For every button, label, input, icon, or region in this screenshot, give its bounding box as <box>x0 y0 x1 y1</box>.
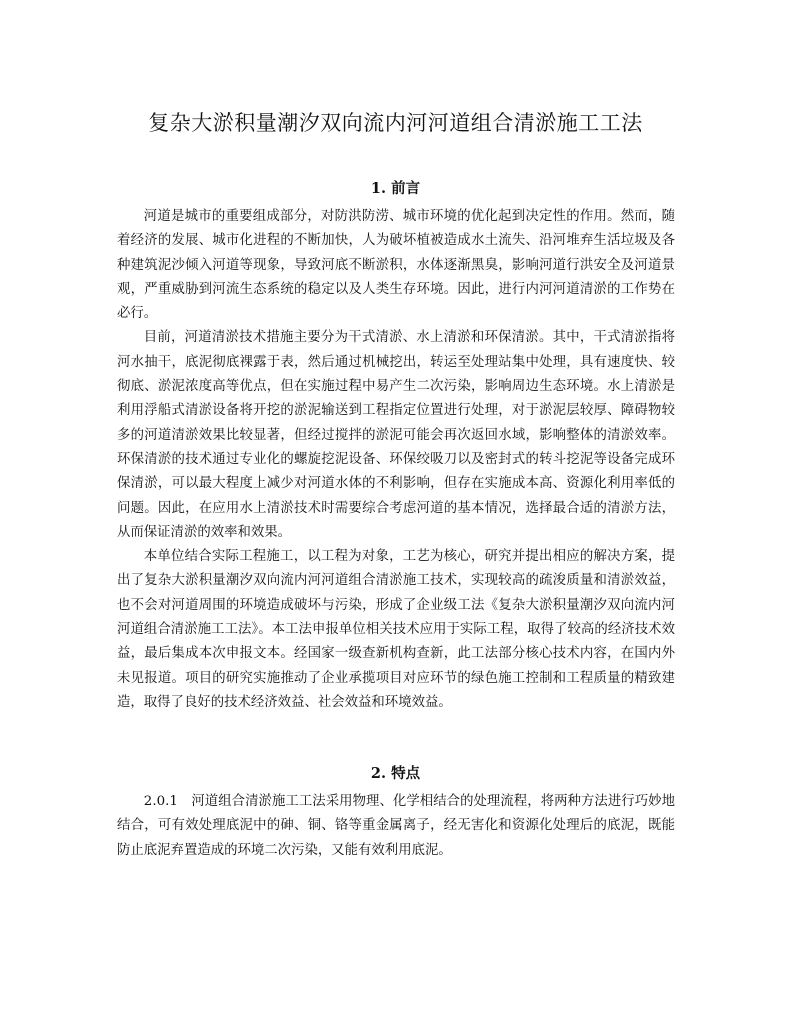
section-heading-preface: 1. 前言 <box>370 180 421 197</box>
paragraph: 目前，河道清淤技术措施主要分为干式清淤、水上清淤和环保清淤。其中，干式清淤指将河水抽干，底泥彻底裸露于表，然后通过机械挖出，转运至处理站集中处理，具有速度快、较彻底、淤泥浓度高等优点，但在实施过程中易产生二次污染，影响周边生态环境。水上清淤是利用浮船式清淤设备将开挖的淤泥输送到工程指定位置进行处理，对于淤泥层较厚、障碍物较多的河道清淤效果比较显著，但经过搅拌的淤泥可能会再次返回水域，影响整体的清淤效率。环保清淤的技术通过专业化的螺旋挖泥设备、环保绞吸刀以及密封式的转斗挖泥等设备完成环保清淤，可以最大程度上减少对河道水体的不利影响，但存在实施成本高、资源化利用率低的问题。因此，在应用水上清淤技术时需要综合考虑河道的基本情况，选择最合适的清淤方法，从而保证清淤的效率和效果。 <box>117 330 675 540</box>
paragraph: 本单位结合实际工程施工，以工程为对象，工艺为核心，研究并提出相应的解决方案，提出了复杂大淤积量潮汐双向流内河河道组合清淤施工技术，实现较高的疏浚质量和清淤效益，也不会对河道周围的环境造成破坏与污染，形成了企业级工法《复杂大淤积量潮汐双向流内河河道组合清淤施工工法》。本工法申报单位相关技术应用于实际工程，取得了较高的经济技术效益，最后集成本次申报文本。经国家一级查新机构查新，此工法部分核心技术内容，在国内外未见报道。项目的研究实施推动了企业承揽项目对应环节的绿色施工控制和工程质量的精致建造，取得了良好的技术经济效益、社会效益和环境效益。 <box>117 549 675 710</box>
document-title: 复杂大淤积量潮汐双向流内河河道组合清淤施工工法 <box>148 111 643 135</box>
paragraph: 2.0.1 河道组合清淤施工工法采用物理、化学相结合的处理流程，将两种方法进行巧妙地结合，可有效处理底泥中的砷、铜、铬等重金属离子，经无害化和资源化处理后的底泥，既能防止底泥弃置造成的环境二次污染，又能有效利用底泥。 <box>117 794 675 858</box>
section-body-preface <box>117 205 675 715</box>
section-body-features <box>117 790 675 863</box>
paragraph: 河道是城市的重要组成部分，对防洪防涝、城市环境的优化起到决定性的作用。然而，随着经济的发展、城市化进程的不断加快，人为破坏植被造成水土流失、沿河堆弃生活垃圾及各种建筑泥沙倾入河道等现象，导致河底不断淤积，水体逐渐黑臭，影响河道行洪安全及河道景观，严重威胁到河流生态系统的稳定以及人类生存环境。因此，进行内河河道清淤的工作势在必行。 <box>117 209 675 322</box>
section-heading-features: 2. 特点 <box>370 765 421 782</box>
